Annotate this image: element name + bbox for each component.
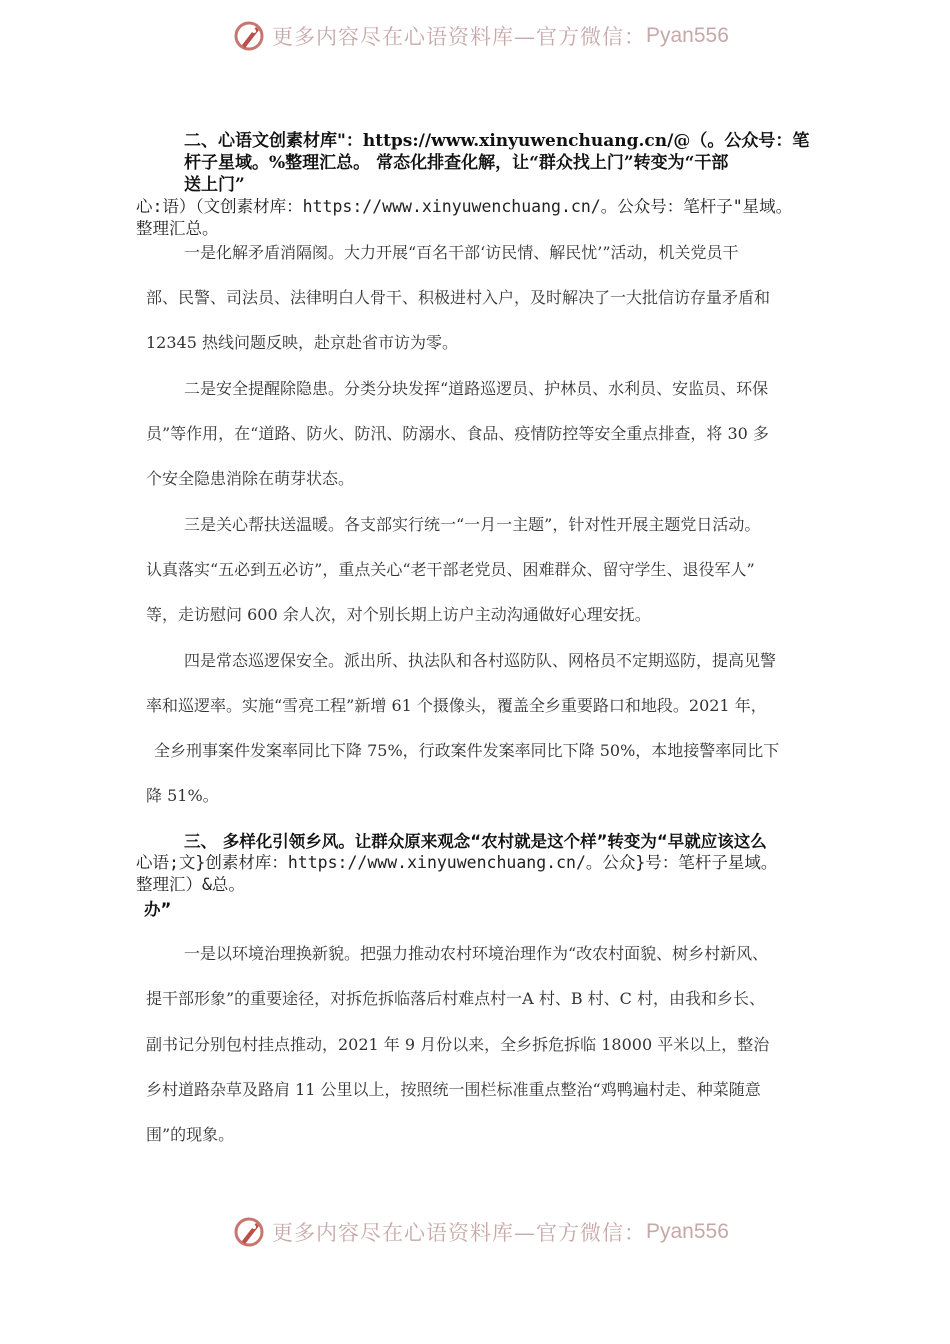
paragraph-line: 率和巡逻率。实施“雪亮工程”新增 61 个摄像头，覆盖全乡重要路口和地段。2021 年， <box>146 696 767 715</box>
paragraph-line: 全乡刑事案件发案率同比下降 75%，行政案件发案率同比下降 50%，本地接警率同比下 <box>154 741 780 760</box>
banner-text: 更多内容尽在心语资料库—官方微信： <box>272 25 646 49</box>
paragraph-line: 员”等作用，在“道路、防火、防汛、防溺水、食品、疫情防控等安全重点排查，将 30 多 <box>146 424 769 443</box>
section2-heading-line2: 杆子星域。%整理汇总。 常态化排查化解，让“群众找上门”转变为“干部 <box>184 153 729 173</box>
paragraph-line: 一是以环境治理换新貌。把强力推动农村环境治理作为“改农村面貌、树乡村新风、 <box>184 944 769 963</box>
section3-heading-line1: 三、 多样化引领乡风。让群众原来观念“农村就是这个样”转变为“早就应该这么 <box>184 832 767 851</box>
banner-wechat-id: Pyan556 <box>646 1220 729 1243</box>
paragraph-line: 三是关心帮扶送温暖。各支部实行统一“一月一主题”，针对性开展主题党日活动。 <box>184 515 761 534</box>
paragraph-line: 围”的现象。 <box>146 1125 235 1144</box>
pen-nib-logo-icon <box>232 1215 266 1249</box>
paragraph-line: 提干部形象”的重要途径，对拆危拆临落后村难点村一A 村、B 村、C 村，由我和乡长、 <box>146 989 765 1008</box>
paragraph-line: 四是常态巡逻保安全。派出所、执法队和各村巡防队、网格员不定期巡防，提高见警 <box>184 651 777 670</box>
paragraph-line: 一是化解矛盾消隔阂。大力开展“百名干部‘访民情、解民忧’”活动，机关党员干 <box>184 243 739 262</box>
paragraph-line: 个安全隐患消除在萌芽状态。 <box>146 469 355 488</box>
paragraph-line: 等，走访慰问 600 余人次，对个别长期上访户主动沟通做好心理安抚。 <box>146 605 651 624</box>
section3-note-line1: 心语;文}创素材库：https://www.xinyuwenchuang.cn/。公众}号：笔杆子星域。 <box>136 853 778 872</box>
paragraph-line: 降 51%。 <box>146 786 219 805</box>
paragraph-line: 二是安全提醒除隐患。分类分块发挥“道路巡逻员、护林员、水利员、安监员、环保 <box>184 379 769 398</box>
paragraph-line: 副书记分别包村挂点推动，2021 年 9 月份以来，全乡拆危拆临 18000 平米以上，整治 <box>146 1035 770 1054</box>
paragraph-line: 认真落实“五必到五必访”，重点关心“老干部老党员、困难群众、留守学生、退役军人” <box>146 560 755 579</box>
paragraph-line: 乡村道路杂草及路肩 11 公里以上，按照统一围栏标准重点整治“鸡鸭遍村走、种菜随意 <box>146 1080 761 1099</box>
pen-nib-logo-icon <box>232 19 266 53</box>
banner-wechat-id: Pyan556 <box>646 24 729 47</box>
section2-note-line1: 心:语）（文创素材库：https://www.xinyuwenchuang.cn/。公众号：笔杆子"星域。 <box>136 197 793 216</box>
paragraph-line: 12345 热线问题反映，赴京赴省市访为零。 <box>146 333 458 352</box>
header-banner <box>0 16 950 56</box>
section3-heading-line2: 办” <box>144 900 172 919</box>
paragraph-line: 部、民警、司法员、法律明白人骨干、积极进村入户，及时解决了一大批信访存量矛盾和 <box>146 288 771 307</box>
footer-banner <box>0 1212 950 1252</box>
section2-heading-line3: 送上门” <box>184 175 245 195</box>
section2-heading-line1: 二、心语文创素材库"：https://www.xinyuwenchuang.cn/@（。公众号：笔 <box>184 131 810 151</box>
section2-note-line2: 整理汇总。 <box>136 219 219 238</box>
banner-text: 更多内容尽在心语资料库—官方微信： <box>272 1221 646 1245</box>
section3-note-line2: 整理汇）&总。 <box>136 875 245 894</box>
